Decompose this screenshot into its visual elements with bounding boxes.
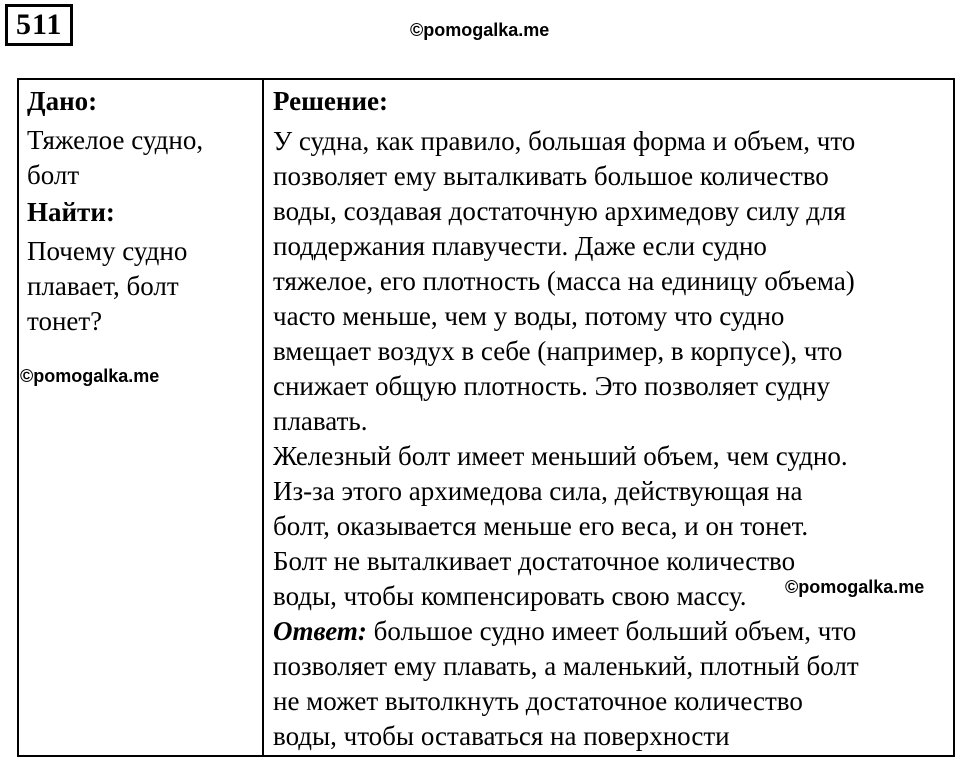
watermark-top: ©pomogalka.me: [410, 20, 550, 40]
solution-column: [273, 84, 953, 754]
solution-line: плавать.: [273, 406, 368, 436]
answer-line: воды, чтобы оставаться на поверхности: [273, 721, 730, 751]
solution-line: поддержания плавучести. Даже если судно: [273, 231, 767, 261]
solution-line: вмещает воздух в себе (например, в корпусе), что: [273, 336, 843, 366]
given-line: болт: [27, 160, 80, 190]
column-divider: [262, 80, 264, 755]
solution-line: воды, чтобы компенсировать свою массу.: [273, 581, 747, 611]
answer-label: Ответ:: [273, 616, 367, 646]
answer-line: не может вытолкнуть достаточное количество: [273, 686, 803, 716]
solution-line: часто меньше, чем у воды, потому что судно: [273, 301, 785, 331]
solution-line: снижает общую плотность. Это позволяет судну: [273, 371, 830, 401]
find-heading: Найти:: [27, 197, 115, 227]
watermark-left: ©pomogalka.me: [20, 366, 160, 386]
solution-line: Железный болт имеет меньший объем, чем судно.: [273, 441, 848, 471]
solution-line: воды, создавая достаточную архимедову силу для: [273, 196, 846, 226]
task-table: [17, 78, 955, 757]
solution-heading: Решение:: [273, 86, 388, 116]
given-line: Тяжелое судно,: [27, 125, 204, 155]
solution-line: Болт не выталкивает достаточное количество: [273, 546, 796, 576]
given-column: [27, 84, 259, 339]
watermark-right: ©pomogalka.me: [785, 577, 925, 597]
answer-line: [273, 614, 953, 649]
solution-line: тяжелое, его плотность (масса на единицу объема): [273, 266, 855, 296]
find-line: Почему судно: [27, 236, 188, 266]
find-line: тонет?: [27, 306, 103, 336]
solution-text: [273, 124, 953, 754]
solution-line: болт, оказывается меньше его веса, и он тонет.: [273, 511, 809, 541]
answer-line: позволяет ему плавать, а маленький, плотный болт: [273, 651, 859, 681]
find-text: [27, 234, 259, 339]
solution-line: У судна, как правило, большая форма и объем, что: [273, 126, 856, 156]
find-line: плавает, болт: [27, 271, 179, 301]
answer-text: большое судно имеет больший объем, что: [366, 616, 857, 646]
problem-number: 511: [5, 4, 73, 46]
given-heading: Дано:: [27, 86, 98, 116]
solution-line: позволяет ему выталкивать большое количество: [273, 161, 829, 191]
given-text: [27, 123, 259, 193]
solution-line: Из-за этого архимедова сила, действующая на: [273, 476, 803, 506]
